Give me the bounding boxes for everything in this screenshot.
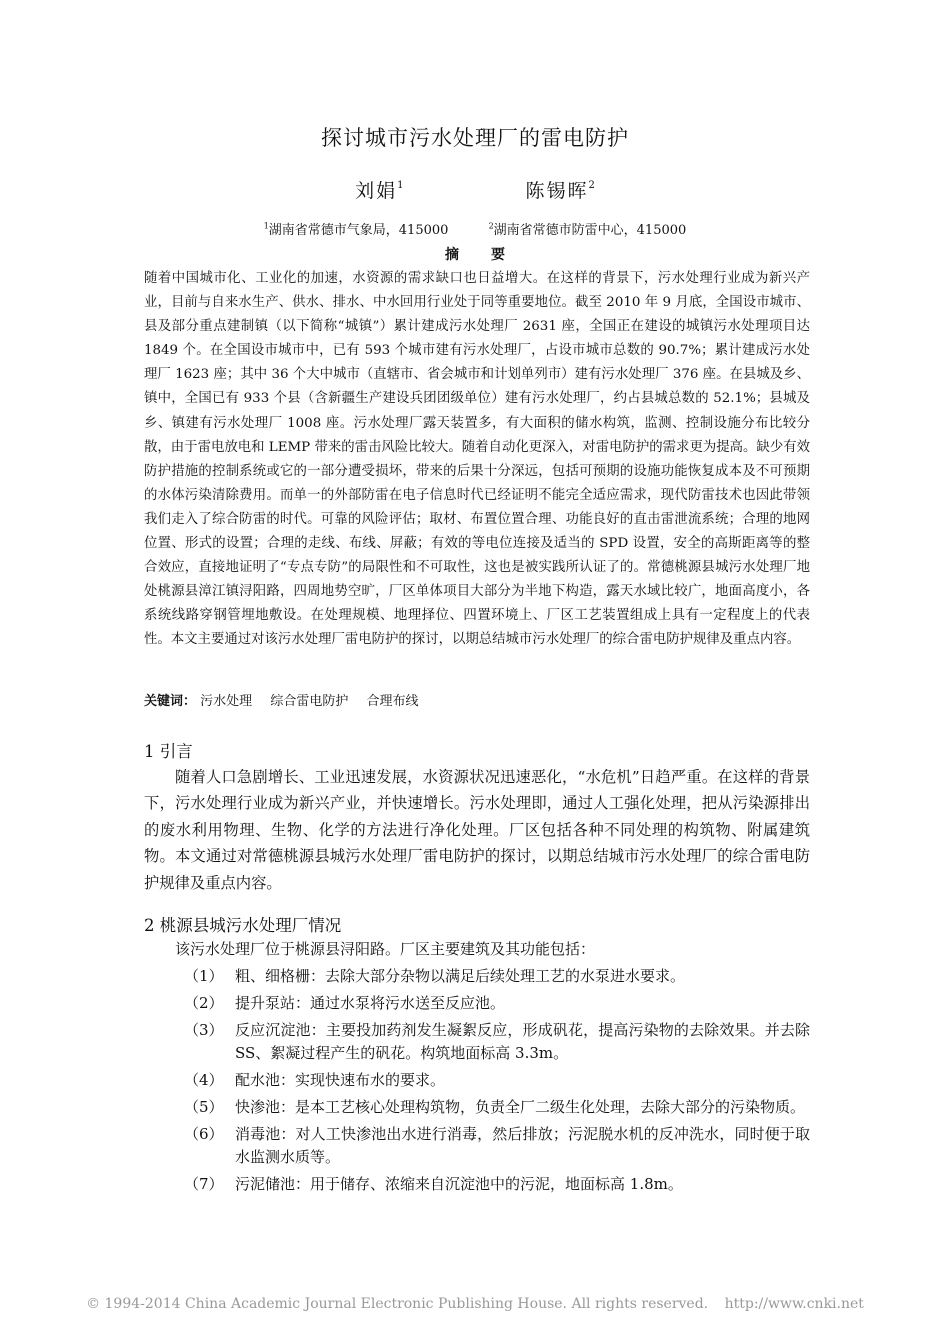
facility-list: [144, 965, 810, 1200]
affiliation-line: [0, 219, 950, 238]
section-body-introduction: 随着人口急剧增长、工业迅速发展，水资源状况迅速恶化，“水危机”日趋严重。在这样的背景下，污水处理行业成为新兴产业，并快速增长。污水处理即，通过人工强化处理，把从污染源排出的废水利用物理、生物、化学的方法进行净化处理。厂区包括各种不同处理的构筑物、附属建筑物。本文通过对常德桃源县城污水处理厂雷电防护的探讨，以期总结城市污水处理厂的综合雷电防护规律及重点内容。: [144, 768, 810, 892]
abstract-text: 随着中国城市化、工业化的加速，水资源的需求缺口也日益增大。在这样的背景下，污水处理行业成为新兴产业，目前与自来水生产、供水、排水、中水回用行业处于同等重要地位。截至 2010 年 9 月底，全国设市城市、县及部分重点建制镇（以下简称“城镇”）累计建成污水处理厂 2631 座，全国正在建设的城镇污水处理项目达 1849 个。在全国设市城市中，已有 593 个城市建有污水处理厂，占设市城市总数的 90.7%；累计建成污水处理厂 1623 座；其中 36 个大中城市（直辖市、省会城市和计划单列市）建有污水处理厂 376 座。在县城及乡、镇中，全国已有 933 个县（含新疆生产建设兵团团级单位）建有污水处理厂，约占县城总数的 52.1%；县城及乡、镇建有污水处理厂 1008 座。污水处理厂露天装置多，有大面积的储水构筑，监测、控制设施分布比较分散，由于雷电放电和 LEMP 带来的雷击风险比较大。随着自动化更深入，对雷电防护的需求更为提高。缺少有效防护措施的控制系统或它的一部分遭受损坏，带来的后果十分深远，包括可预期的设施功能恢复成本及不可预期的水体污染清除费用。而单一的外部防雷在电子信息时代已经证明不能完全适应需求，现代防雷技术也因此带领我们走入了综合防雷的时代。可靠的风险评估；取材、布置位置合理、功能良好的直击雷泄流系统；合理的地网位置、形式的设置；合理的走线、布线、屏蔽；有效的等电位连接及适当的 SPD 设置，安全的高斯距离等的整合效应，直接地证明了“专点专防”的局限性和不可取性，这也是被实践所认证了的。常德桃源县城污水处理厂地处桃源县漳江镇浔阳路，四周地势空旷，厂区单体项目大部分为半地下构造，露天水域比较广，地面高度小，各系统线路穿钢管埋地敷设。在处理规模、地理择位、四置环境上、厂区工艺装置组成上具有一定程度上的代表性。本文主要通过对该污水处理厂雷电防护的探讨，以期总结城市污水处理厂的综合雷电防护规律及重点内容。: [144, 271, 810, 648]
section-heading-introduction: 1 引言: [144, 742, 193, 761]
copyright-footer: [0, 1296, 950, 1312]
list-item: （4） 配水池：实现快速布水的要求。: [184, 1071, 446, 1089]
list-item: （5） 快渗池：是本工艺核心处理构筑物，负责全厂二级生化处理，去除大部分的污染物质。: [184, 1098, 806, 1116]
footer-url: http://www.cnki.net: [724, 1296, 864, 1312]
list-item: （6） 消毒池：对人工快渗池出水进行消毒，然后排放；污泥脱水机的反冲洗水，同时便于取水监测水质等。: [184, 1125, 810, 1166]
abstract-heading: 摘 要: [445, 247, 505, 263]
list-item: （7） 污泥储池：用于储存、浓缩来自沉淀池中的污泥，地面标高 1.8m。: [184, 1175, 683, 1193]
author: 陈锡晖$^2$: [525, 180, 595, 202]
keywords: [144, 690, 810, 709]
author-line: [0, 176, 950, 203]
affiliation: $^2$湖南省常德市防雷中心，415000: [488, 221, 687, 238]
paper-title: 探讨城市污水处理厂的雷电防护: [321, 126, 629, 150]
section-intro-plant: 该污水处理厂位于桃源县浔阳路。厂区主要建筑及其功能包括：: [175, 940, 596, 958]
copyright-text: © 1994-2014 China Academic Journal Electronic Publishing House. All rights reserved.: [86, 1296, 709, 1312]
list-item: （1） 粗、细格栅：去除大部分杂物以满足后续处理工艺的水泵进水要求。: [184, 967, 686, 985]
keywords-label: 关键词：: [144, 694, 197, 709]
author: 刘娟$^1$: [355, 180, 404, 202]
affiliation: $^1$湖南省常德市气象局，415000: [263, 221, 449, 238]
section-heading-plant: 2 桃源县城污水处理厂情况: [144, 916, 342, 935]
list-item: （2） 提升泵站：通过水泵将污水送至反应池。: [184, 994, 506, 1012]
list-item: （3） 反应沉淀池：主要投加药剂发生凝絮反应，形成矾花，提高污染物的去除效果。并去除 SS、絮凝过程产生的矾花。构筑地面标高 3.3m。: [184, 1021, 810, 1062]
keyword: 污水处理: [200, 694, 253, 709]
keyword: 合理布线: [366, 694, 419, 709]
keyword: 综合雷电防护: [270, 694, 349, 709]
